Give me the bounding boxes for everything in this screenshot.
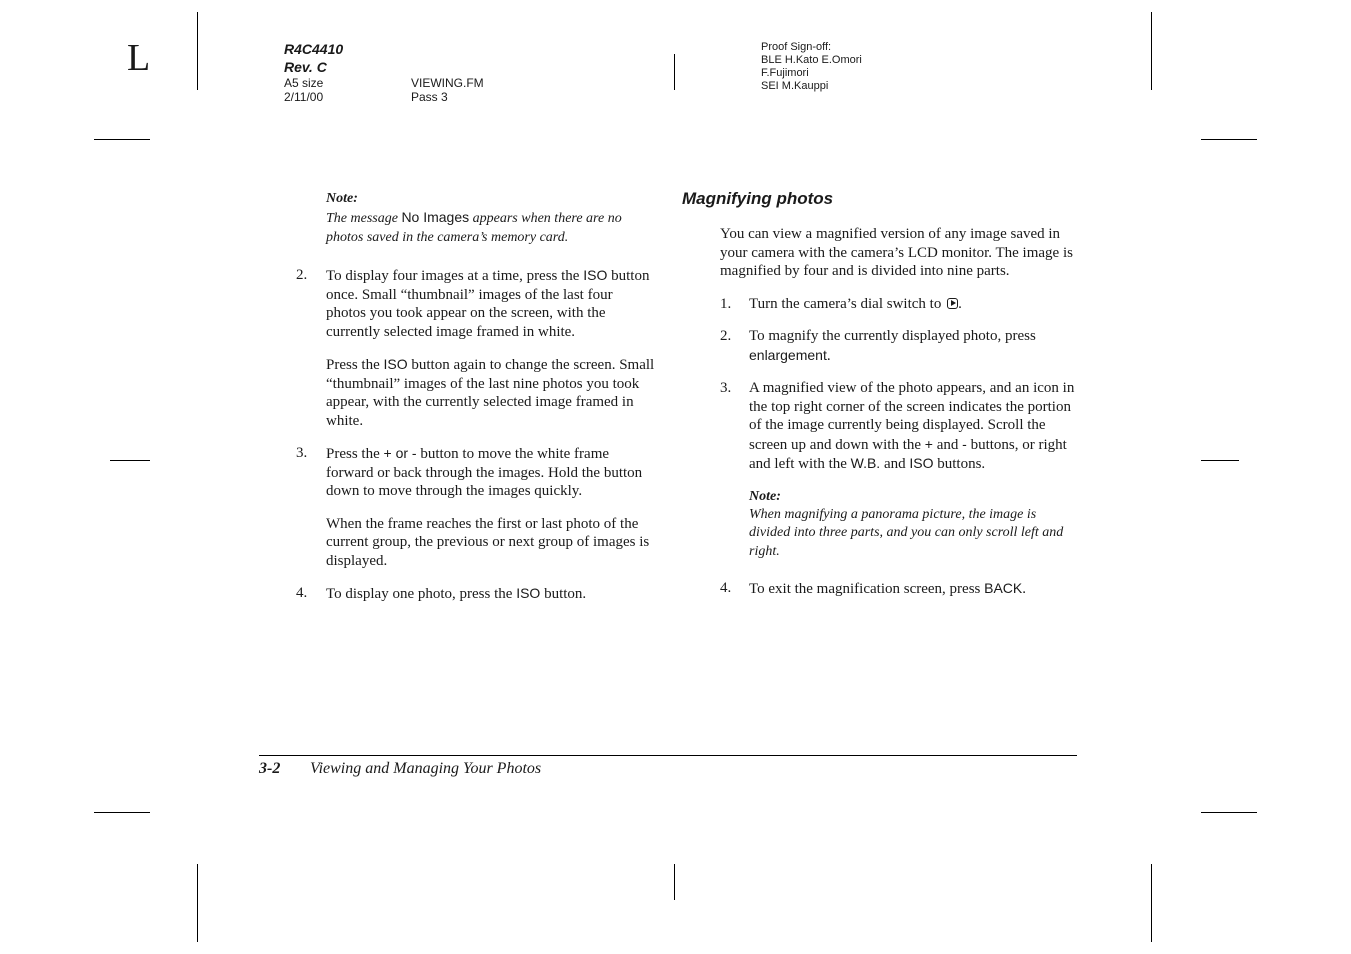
- proof-line: F.Fujimori: [761, 67, 809, 79]
- note-label: Note:: [749, 488, 781, 504]
- file-name: VIEWING.FM: [411, 76, 484, 90]
- note-label: Note:: [326, 191, 358, 206]
- step-text: Press the + or - button to move the white frame forward or back through the images. Hold the button down to move through the images quickly.: [326, 445, 643, 499]
- section-heading: Magnifying photos: [682, 189, 834, 208]
- proof-signoff: [761, 41, 961, 93]
- plus-button-label: +: [924, 435, 933, 452]
- note: [749, 488, 1079, 562]
- step-text: Turn the camera’s dial switch to .: [749, 295, 962, 312]
- left-column: [296, 190, 660, 604]
- crop-mark: [197, 864, 198, 942]
- iso-button-label: ISO: [383, 356, 408, 372]
- step-item: [296, 584, 660, 604]
- step-item: [720, 295, 1078, 314]
- step-number: 4.: [720, 580, 732, 596]
- step-text: To display four images at a time, press the ISO button once. Small “thumbnail” images of the last four photos you took appear on the screen, with the currently selected image framed in white.: [326, 267, 650, 340]
- back-button-label: BACK: [984, 580, 1023, 596]
- paragraph: When the frame reaches the first or last photo of the current group, the previous or next group of images is displayed.: [326, 515, 650, 569]
- proof-line: SEI M.Kauppi: [761, 80, 829, 92]
- crop-mark: [110, 460, 150, 461]
- crop-mark: [1201, 812, 1257, 813]
- playback-icon: [947, 298, 958, 309]
- chapter-title: Viewing and Managing Your Photos: [310, 760, 542, 777]
- wb-button-label: W.B.: [850, 455, 881, 471]
- page-size: A5 size: [284, 76, 324, 90]
- crop-mark: [674, 864, 675, 900]
- right-column: [720, 225, 1078, 599]
- step-text: To exit the magnification screen, press BACK.: [749, 580, 1026, 597]
- step-number: 1.: [720, 295, 732, 312]
- date: 2/11/00: [284, 90, 324, 104]
- enlargement-button-label: enlargement: [749, 346, 827, 363]
- paragraph: Press the ISO button again to change the screen. Small “thumbnail” images of the last nine photos you took appear, with the currently selected image framed in white.: [326, 356, 655, 429]
- step-number: 3.: [296, 445, 308, 461]
- document-header: [284, 40, 664, 104]
- step-item: [296, 444, 660, 501]
- note-text: When magnifying a panorama picture, the image is divided into three parts, and you can only scroll left and right.: [749, 506, 1064, 559]
- model-number: R4C4410: [284, 41, 344, 57]
- note-text: The message No Images appears when there are no photos saved in the camera’s memory card.: [326, 209, 622, 245]
- step-item: [296, 266, 660, 341]
- crop-mark: [1201, 460, 1239, 461]
- step-text: A magnified view of the photo appears, and an icon in the top right corner of the screen indicates the portion of the image currently being displayed. Scroll the screen up and down with the + and - buttons, or right and left with the W.B. and ISO buttons.: [749, 380, 1075, 472]
- corner-mark: L: [127, 37, 151, 79]
- step-number: 2.: [296, 267, 308, 283]
- pass: Pass 3: [411, 90, 448, 104]
- crop-mark: [197, 12, 198, 90]
- crop-mark: [1151, 12, 1152, 90]
- footer-rule: [259, 755, 1077, 756]
- step-item: [720, 379, 1078, 474]
- iso-button-label: ISO: [909, 455, 934, 471]
- proof-title: Proof Sign-off:: [761, 41, 832, 53]
- intro-paragraph: You can view a magnified version of any image saved in your camera with the camera’s LCD monitor. The image is magnified by four and is divided into nine parts.: [720, 226, 1073, 279]
- crop-mark: [1151, 864, 1152, 942]
- step-text: To magnify the currently displayed photo, press enlargement.: [749, 328, 1036, 364]
- crop-mark: [1201, 139, 1257, 140]
- iso-button-label: ISO: [583, 267, 608, 283]
- step-item: [720, 327, 1078, 365]
- revision: Rev. C: [284, 59, 327, 75]
- proof-line: BLE H.Kato E.Omori: [761, 54, 862, 66]
- iso-button-label: ISO: [516, 585, 541, 601]
- minus-button-label: -: [962, 435, 967, 452]
- step-number: 3.: [720, 380, 732, 396]
- message-text: No Images: [401, 209, 470, 225]
- plus-minus-button-label: + or -: [383, 445, 417, 461]
- page-number: 3-2: [259, 760, 281, 777]
- crop-mark: [94, 139, 150, 140]
- step-item: [720, 579, 1078, 599]
- step-text: To display one photo, press the ISO button.: [326, 585, 587, 602]
- step-number: 4.: [296, 585, 308, 601]
- note: [326, 190, 654, 247]
- crop-mark: [94, 812, 150, 813]
- step-number: 2.: [720, 328, 732, 344]
- crop-mark: [674, 54, 675, 90]
